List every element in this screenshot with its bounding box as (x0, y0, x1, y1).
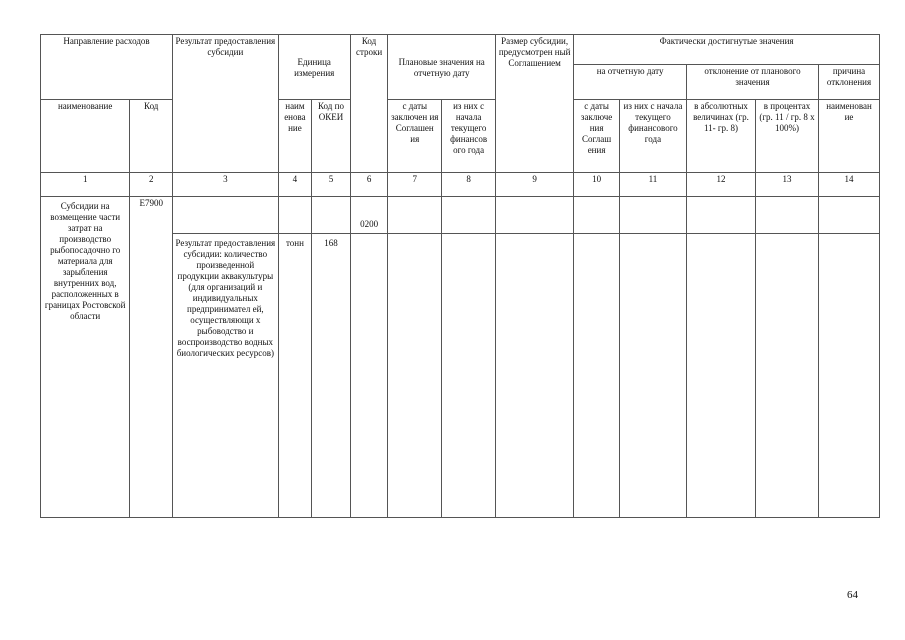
empty-cell (278, 197, 312, 234)
column-number: 14 (819, 173, 880, 197)
result-text-cell: Результат предоставления субсидии: количество произведенной продукции аквакультуры (для организаций и индивидуальных предпринимател ей, осуществляющи х рыбоводство и воспроизводство водных биологических ресурсов) (173, 234, 279, 518)
header-name: наименование (41, 100, 130, 173)
column-number: 13 (756, 173, 819, 197)
header-deviation-reason: причина отклонения (819, 65, 880, 100)
column-number: 11 (619, 173, 686, 197)
empty-cell (686, 234, 755, 518)
empty-cell (388, 234, 442, 518)
header-unit-name: наим енова ние (278, 100, 312, 173)
header-percent: в процентах (гр. 11 / гр. 8 х 100%) (756, 100, 819, 173)
column-number: 1 (41, 173, 130, 197)
table-row (41, 197, 880, 234)
header-on-report-date: на отчетную дату (574, 65, 687, 100)
header-from-agreement-date: с даты заключен ия Соглашен ия (388, 100, 442, 173)
empty-cell (173, 197, 279, 234)
empty-cell (756, 234, 819, 518)
empty-cell (819, 197, 880, 234)
empty-cell (574, 197, 620, 234)
column-numbers-row (41, 173, 880, 197)
header-unit-of-measure: Единица измерения (278, 35, 350, 100)
header-result-of-subsidy: Результат предоставления субсидии (173, 35, 279, 173)
column-number: 10 (574, 173, 620, 197)
empty-cell (312, 197, 351, 234)
empty-cell (496, 234, 574, 518)
okei-cell: 168 (312, 234, 351, 518)
page-number: 64 (847, 589, 858, 601)
column-number: 5 (312, 173, 351, 197)
column-number: 8 (442, 173, 496, 197)
empty-cell (819, 234, 880, 518)
header-okei-code: Код по ОКЕИ (312, 100, 351, 173)
empty-cell (756, 197, 819, 234)
direction-code-cell: Е7900 (130, 197, 173, 518)
column-number: 9 (496, 173, 574, 197)
line-code-cell: 0200 (350, 197, 388, 234)
header-absolute: в абсолютных величинах (гр. 11- гр. 8) (686, 100, 755, 173)
column-number: 6 (350, 173, 388, 197)
header-reason-name: наименован ие (819, 100, 880, 173)
empty-cell (619, 234, 686, 518)
header-actual-values: Фактически достигнутые значения (574, 35, 880, 65)
header-actual-from-agreement-date: с даты заключе ния Соглаш ения (574, 100, 620, 173)
header-code: Код (130, 100, 173, 173)
empty-cell (350, 234, 388, 518)
column-number: 3 (173, 173, 279, 197)
header-line-code: Код строки (350, 35, 388, 173)
column-number: 12 (686, 173, 755, 197)
header-deviation-from-plan: отклонение от планового значения (686, 65, 818, 100)
column-number: 4 (278, 173, 312, 197)
empty-cell (619, 197, 686, 234)
empty-cell (442, 197, 496, 234)
empty-cell (574, 234, 620, 518)
empty-cell (496, 197, 574, 234)
header-subsidy-amount: Размер субсидии, предусмотрен ный Соглашением (496, 35, 574, 173)
direction-name-cell: Субсидии на возмещение части затрат на производство рыбопосадочно го материала для зарыбления внутренних вод, расположенных в границах Ростовской области (41, 197, 130, 518)
empty-cell (686, 197, 755, 234)
empty-cell (442, 234, 496, 518)
unit-cell: тонн (278, 234, 312, 518)
column-number: 2 (130, 173, 173, 197)
column-number: 7 (388, 173, 442, 197)
header-from-year-start: из них с начала текущего финансов ого года (442, 100, 496, 173)
empty-cell (388, 197, 442, 234)
header-planned-values: Плановые значения на отчетную дату (388, 35, 496, 100)
report-table (40, 34, 880, 518)
header-direction-of-expenses: Направление расходов (41, 35, 173, 100)
header-actual-from-year-start: из них с начала текущего финансового года (619, 100, 686, 173)
